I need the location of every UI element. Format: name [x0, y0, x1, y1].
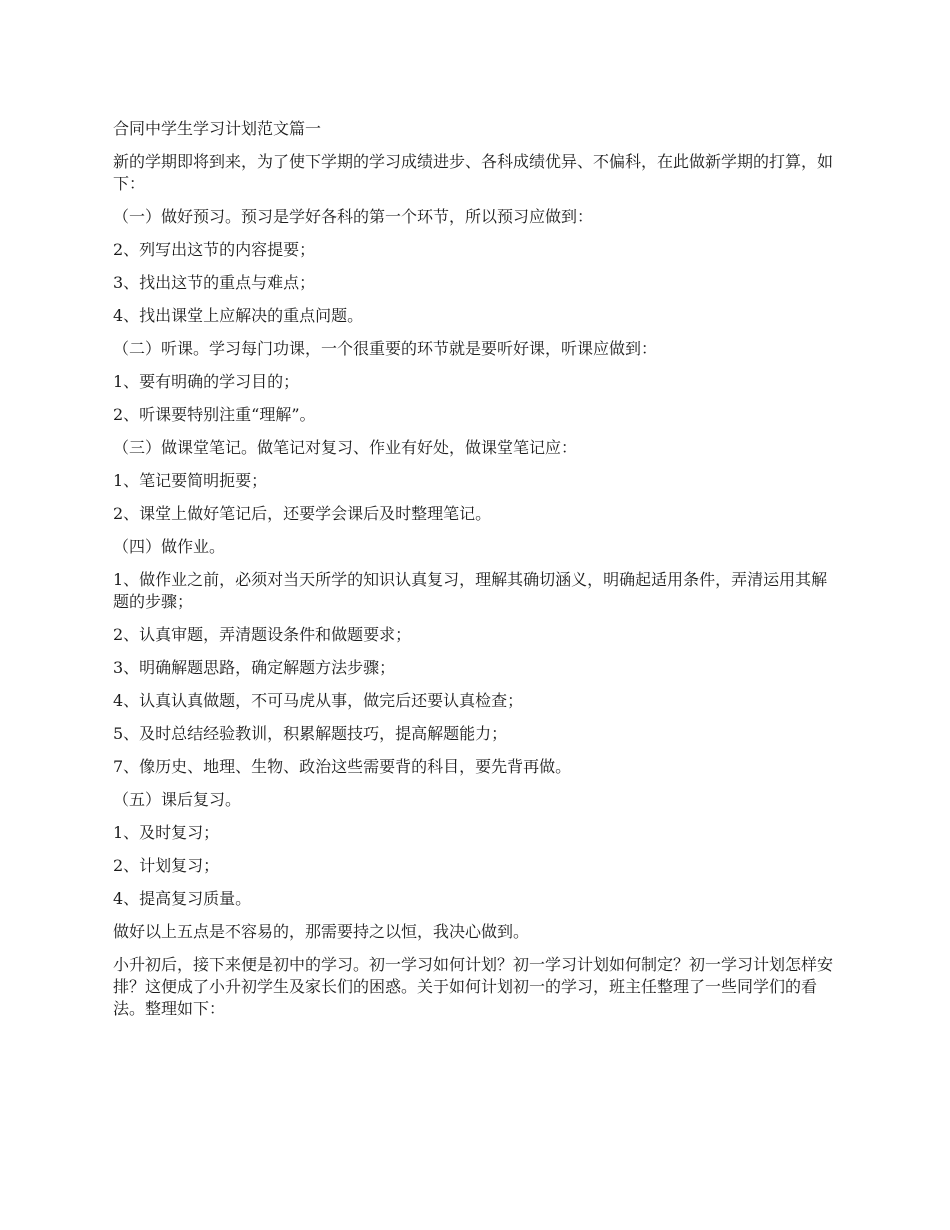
list-item: 2、课堂上做好笔记后，还要学会课后及时整理笔记。 [113, 504, 492, 523]
list-item: 3、找出这节的重点与难点； [113, 273, 316, 292]
list-item: 2、计划复习； [113, 856, 220, 875]
document-body [113, 118, 840, 1031]
list-item: 7、像历史、地理、生物、政治这些需要背的科目，要先背再做。 [113, 757, 572, 776]
section-heading: （二）听课。学习每门功课，一个很重要的环节就是要听好课，听课应做到： [113, 339, 658, 358]
paragraph: 小升初后，接下来便是初中的学习。初一学习如何计划？初一学习计划如何制定？初一学习计划怎样安排？这便成了小升初学生及家长们的困惑。关于如何计划初一的学习，班主任整理了一些同学们的看法。整理如下： [113, 955, 834, 1018]
section-heading: （五）课后复习。 [113, 790, 242, 809]
section-heading: （一）做好预习。预习是学好各科的第一个环节，所以预习应做到： [113, 207, 594, 226]
list-item: 4、认真认真做题，不可马虎从事，做完后还要认真检查； [113, 691, 524, 710]
list-item: 1、及时复习； [113, 823, 220, 842]
list-item: 2、认真审题，弄清题设条件和做题要求； [113, 625, 412, 644]
list-item: 2、列写出这节的内容提要； [113, 240, 316, 259]
paragraph: 新的学期即将到来，为了使下学期的学习成绩进步、各科成绩优异、不偏科，在此做新学期的打算，如下： [113, 152, 834, 193]
list-item: 1、做作业之前，必须对当天所学的知识认真复习，理解其确切涵义，明确起适用条件，弄清运用其解题的步骤； [113, 570, 828, 611]
document-title: 合同中学生学习计划范文篇一 [113, 119, 322, 138]
section-heading: （四）做作业。 [113, 537, 226, 556]
list-item: 4、找出课堂上应解决的重点问题。 [113, 306, 364, 325]
list-item: 4、提高复习质量。 [113, 889, 252, 908]
list-item: 3、明确解题思路，确定解题方法步骤； [113, 658, 396, 677]
list-item: 1、要有明确的学习目的； [113, 372, 300, 391]
list-item: 1、笔记要简明扼要； [113, 471, 268, 490]
list-item: 2、听课要特别注重“理解”。 [113, 405, 316, 424]
paragraph: 做好以上五点是不容易的，那需要持之以恒，我决心做到。 [113, 922, 530, 941]
list-item: 5、及时总结经验教训，积累解题技巧，提高解题能力； [113, 724, 508, 743]
section-heading: （三）做课堂笔记。做笔记对复习、作业有好处，做课堂笔记应： [113, 438, 578, 457]
